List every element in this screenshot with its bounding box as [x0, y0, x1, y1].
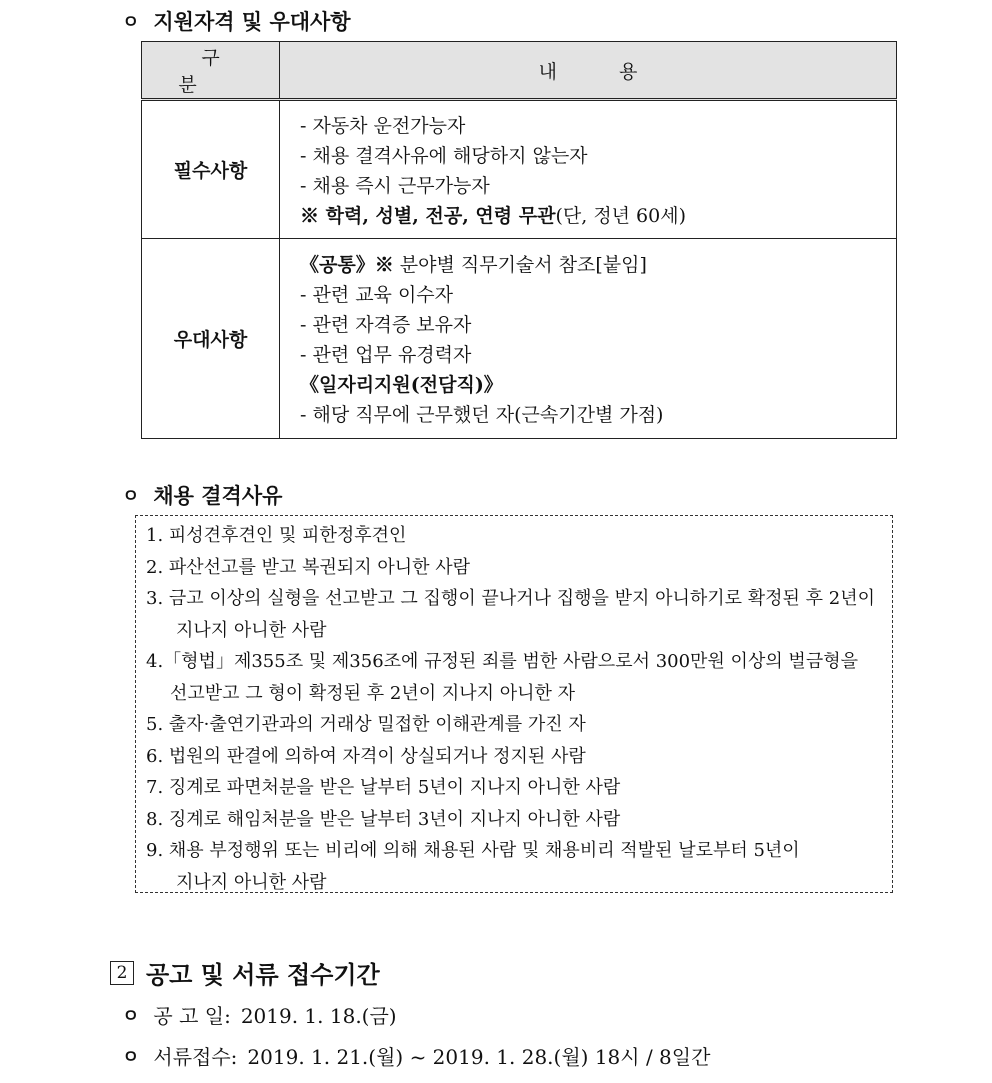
list-item: 4.「형법」제355조 및 제356조에 규정된 죄를 범한 사람으로서 300만원 이상의 벌금형을 — [146, 651, 858, 672]
qualifications-table — [141, 41, 897, 439]
header-content: 내용 — [280, 42, 897, 100]
application-period-line — [122, 1041, 710, 1070]
list-item: 2. 파산선고를 받고 복권되지 아니한 사람 — [146, 556, 470, 578]
list-item-continuation: 선고받고 그 형이 확정된 후 2년이 지나지 아니한 자 — [170, 682, 575, 704]
preferred-line: - 관련 업무 유경력자 — [300, 343, 472, 366]
section-title: 공고 및 서류 접수기간 — [146, 960, 380, 989]
preferred-content — [280, 239, 897, 439]
list-item: 5. 출자·출연기관과의 거래상 밀접한 이해관계를 가진 자 — [146, 714, 586, 735]
list-item: 3. 금고 이상의 실형을 선고받고 그 집행이 끝나거나 집행을 받지 아니하기로 확정된 후 2년이 — [146, 588, 875, 609]
bullet-circle: ㅇ — [122, 1046, 140, 1068]
section-disqualification-heading — [122, 480, 282, 510]
category-required: 필수사항 — [142, 100, 280, 239]
announcement-date-label: 공 고 일: — [153, 1004, 231, 1028]
bullet-circle: ㅇ — [122, 486, 140, 507]
section-qualifications-heading — [122, 6, 351, 36]
application-period-value: 2019. 1. 21.(월) ~ 2019. 1. 28.(월) 18시 / 8일간 — [247, 1045, 711, 1069]
table-row-required — [142, 100, 897, 239]
preferred-line: - 관련 교육 이수자 — [300, 283, 454, 306]
preferred-line: - 관련 자격증 보유자 — [300, 313, 472, 336]
announcement-date-value: 2019. 1. 18.(금) — [240, 1004, 397, 1028]
required-line: - 채용 결격사유에 해당하지 않는자 — [300, 144, 588, 167]
section-announcement-heading — [110, 955, 380, 990]
section-title: 채용 결격사유 — [153, 483, 283, 508]
section-number-box: 2 — [110, 961, 134, 985]
bullet-circle: ㅇ — [122, 12, 140, 33]
announcement-date-line — [122, 1000, 397, 1029]
bullet-circle: ㅇ — [122, 1005, 140, 1027]
category-preferred: 우대사항 — [142, 239, 280, 439]
table-header-row — [142, 42, 897, 100]
required-line: - 채용 즉시 근무가능자 — [300, 174, 490, 197]
application-period-label: 서류접수: — [153, 1045, 238, 1069]
section-title: 지원자격 및 우대사항 — [153, 9, 351, 34]
disqualification-list — [135, 515, 893, 893]
preferred-job-line: - 해당 직무에 근무했던 자(근속기간별 가점) — [300, 403, 664, 426]
preferred-common: 《공통》※ 분야별 직무기술서 참조[붙임] — [300, 253, 647, 276]
list-item: 8. 징계로 해임처분을 받은 날부터 3년이 지나지 아니한 사람 — [146, 808, 621, 830]
list-item-continuation: 지나지 아니한 사람 — [176, 871, 327, 893]
header-category: 구분 — [142, 42, 280, 100]
list-item: 9. 채용 부정행위 또는 비리에 의해 채용된 사람 및 채용비리 적발된 날로부터 5년이 — [146, 840, 800, 861]
list-item: 7. 징계로 파면처분을 받은 날부터 5년이 지나지 아니한 사람 — [146, 777, 621, 798]
list-item-continuation: 지나지 아니한 사람 — [176, 619, 327, 641]
required-content — [280, 100, 897, 239]
required-note: ※ 학력, 성별, 전공, 연령 무관(단, 정년 60세) — [300, 204, 687, 227]
required-line: - 자동차 운전가능자 — [300, 114, 466, 137]
list-item: 6. 법원의 판결에 의하여 자격이 상실되거나 정지된 사람 — [146, 745, 586, 767]
preferred-job-label: 《일자리지원(전담직)》 — [300, 373, 503, 396]
list-item: 1. 피성견후견인 및 피한정후견인 — [146, 525, 407, 546]
table-row-preferred — [142, 239, 897, 439]
